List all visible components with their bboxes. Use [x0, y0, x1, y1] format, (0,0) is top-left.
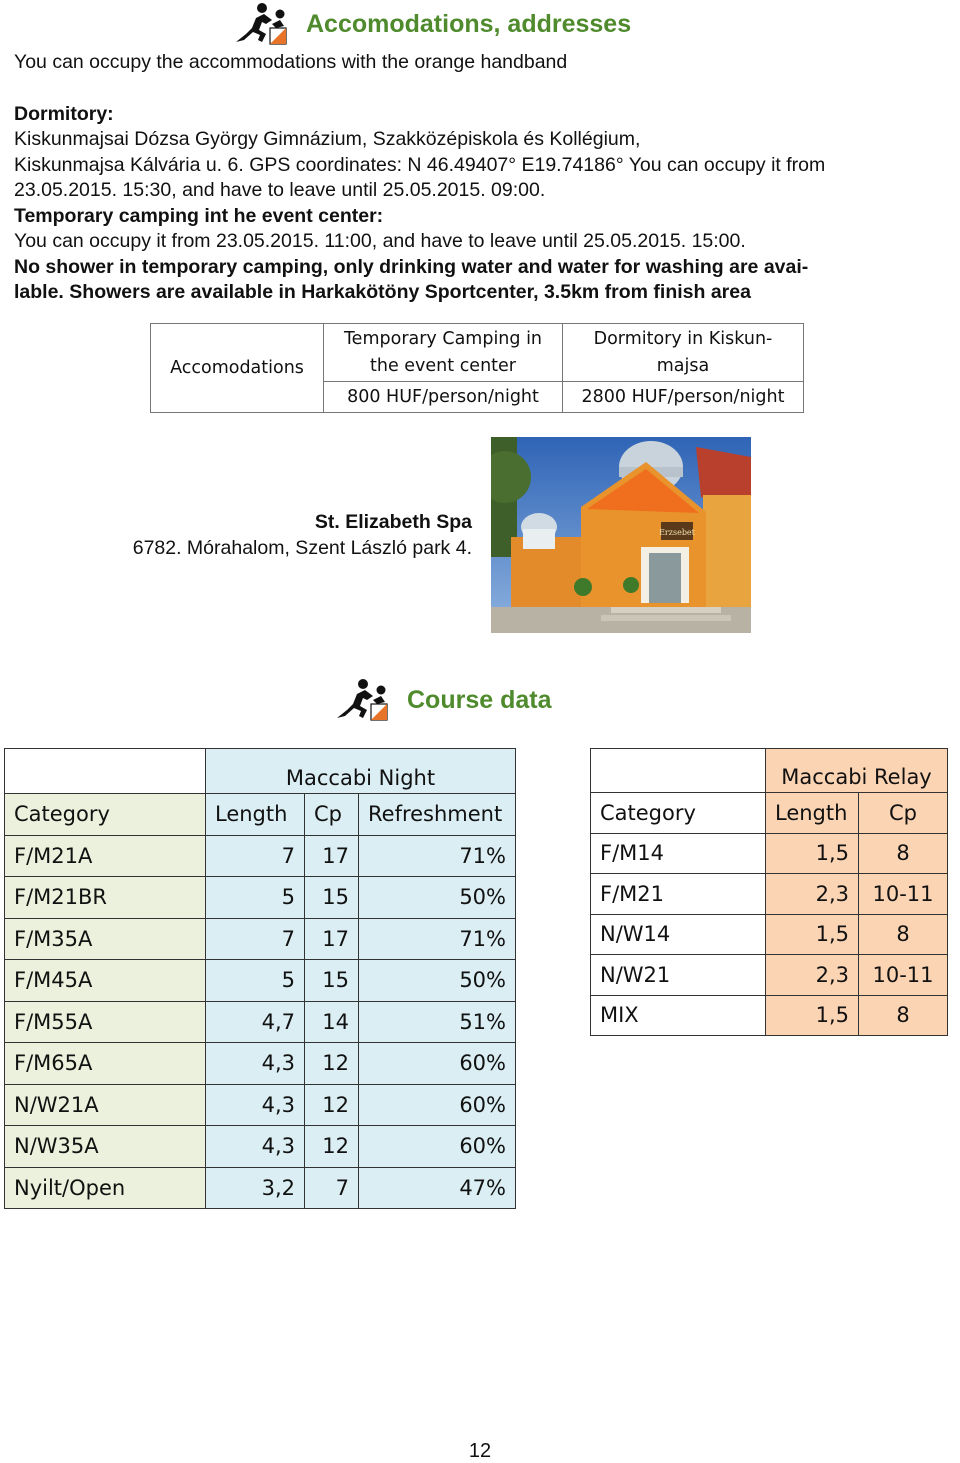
table-cell: 60% [359, 1084, 516, 1126]
table-cell: 15 [305, 960, 359, 1002]
table-row [5, 1167, 516, 1209]
dormitory-line: Kiskunmajsai Dózsa György Gimnázium, Szakközépiskola és Kollégium, [14, 128, 641, 150]
relay-table-body [591, 833, 948, 1036]
orienteering-runner-icon [232, 2, 292, 46]
table-cell: N/W21 [591, 955, 766, 996]
table-cell: F/M35A [5, 918, 206, 960]
table-cell: F/M21 [591, 874, 766, 915]
table-cell: 1,5 [766, 833, 859, 874]
header-line: Temporary Camping in [343, 328, 543, 349]
column-header: Length [206, 794, 305, 836]
table-cell: N/W35A [5, 1126, 206, 1168]
table-cell: 8 [859, 833, 948, 874]
header-line: Dormitory in Kiskun- [593, 328, 773, 349]
camping-header-cell [324, 324, 563, 382]
camping-heading: Temporary camping int he event center: [14, 204, 384, 227]
table-cell: 5 [206, 877, 305, 919]
table-cell: 60% [359, 1043, 516, 1085]
table-cell: F/M45A [5, 960, 206, 1002]
table-row [591, 995, 948, 1036]
table-row [591, 833, 948, 874]
header-line: majsa [656, 355, 710, 376]
accommodation-table [150, 323, 804, 413]
table-cell: 10-11 [859, 955, 948, 996]
page-number: 12 [468, 1440, 492, 1462]
accommodation-row-label: Accomodations [151, 324, 324, 413]
table-row [591, 955, 948, 996]
building-sign-text: Erzsebet [659, 528, 695, 537]
table-cell: F/M55A [5, 1001, 206, 1043]
table-cell: 5 [206, 960, 305, 1002]
intro-text: You can occupy the accommodations with the orange handband [14, 51, 568, 73]
section-title: Accomodations, addresses [306, 9, 632, 38]
empty-corner-cell [5, 749, 206, 794]
dormitory-header-cell [563, 324, 804, 382]
table-cell: 8 [859, 995, 948, 1036]
table-row [5, 918, 516, 960]
maccabi-relay-table [590, 748, 948, 1036]
table-cell: 1,5 [766, 914, 859, 955]
table-row [5, 1126, 516, 1168]
column-header: Refreshment [359, 794, 516, 836]
table-cell: F/M14 [591, 833, 766, 874]
table-cell: 71% [359, 835, 516, 877]
night-table-body [5, 835, 516, 1209]
table-cell: 17 [305, 835, 359, 877]
table-row [5, 877, 516, 919]
column-header: Category [5, 794, 206, 836]
table-cell: 4,3 [206, 1043, 305, 1085]
table-cell: 2,3 [766, 874, 859, 915]
maccabi-night-table [4, 748, 516, 1209]
accommodations-text [14, 50, 949, 306]
table-cell: 7 [305, 1167, 359, 1209]
shower-note: lable. Showers are available in Harkakötöny Sportcenter, 3.5km from finish area [14, 281, 751, 303]
table-cell: 8 [859, 914, 948, 955]
table-cell: F/M21BR [5, 877, 206, 919]
spa-photo [491, 437, 751, 633]
course-data-heading [333, 678, 551, 722]
table-title: Maccabi Night [206, 749, 516, 794]
table-cell: 12 [305, 1084, 359, 1126]
table-cell: 7 [206, 835, 305, 877]
table-cell: 17 [305, 918, 359, 960]
table-row [5, 1001, 516, 1043]
table-cell: F/M21A [5, 835, 206, 877]
camping-line: You can occupy it from 23.05.2015. 11:00, and have to leave until 25.05.2015. 15:00. [14, 230, 746, 252]
table-cell: 4,3 [206, 1126, 305, 1168]
table-row [5, 835, 516, 877]
table-cell: 12 [305, 1126, 359, 1168]
table-cell: 51% [359, 1001, 516, 1043]
spa-address: 6782. Mórahalom, Szent László park 4. [132, 537, 472, 559]
empty-corner-cell [591, 749, 766, 793]
table-cell: 60% [359, 1126, 516, 1168]
column-header: Length [766, 793, 859, 834]
table-cell: 12 [305, 1043, 359, 1085]
table-cell: 3,2 [206, 1167, 305, 1209]
spa-name: St. Elizabeth Spa [314, 511, 472, 533]
table-cell: 4,3 [206, 1084, 305, 1126]
table-title: Maccabi Relay [766, 749, 948, 793]
column-header: Category [591, 793, 766, 834]
table-cell: 4,7 [206, 1001, 305, 1043]
section-title: Course data [407, 685, 552, 714]
header-line: the event center [370, 355, 516, 376]
table-row [5, 1084, 516, 1126]
table-cell: 2,3 [766, 955, 859, 996]
table-cell: N/W21A [5, 1084, 206, 1126]
table-cell: 10-11 [859, 874, 948, 915]
table-row [591, 914, 948, 955]
column-header: Cp [859, 793, 948, 834]
table-cell: Nyilt/Open [5, 1167, 206, 1209]
table-cell: F/M65A [5, 1043, 206, 1085]
table-cell: 50% [359, 877, 516, 919]
dormitory-heading: Dormitory: [14, 102, 114, 125]
table-cell: 71% [359, 918, 516, 960]
table-cell: N/W14 [591, 914, 766, 955]
table-cell: 47% [359, 1167, 516, 1209]
table-cell: 14 [305, 1001, 359, 1043]
column-header: Cp [305, 794, 359, 836]
table-row [5, 960, 516, 1002]
table-cell: 50% [359, 960, 516, 1002]
table-row [591, 874, 948, 915]
orienteering-runner-icon [333, 678, 393, 722]
table-row [5, 1043, 516, 1085]
table-cell: 1,5 [766, 995, 859, 1036]
table-cell: 7 [206, 918, 305, 960]
camping-price: 800 HUF/person/night [324, 382, 563, 413]
dormitory-line: Kiskunmajsa Kálvária u. 6. GPS coordinates: N 46.49407° E19.74186° You can occupy it from [14, 153, 826, 176]
shower-note: No shower in temporary camping, only drinking water and water for washing are avai- [14, 255, 809, 278]
dormitory-price: 2800 HUF/person/night [563, 382, 804, 413]
dormitory-line: 23.05.2015. 15:30, and have to leave until 25.05.2015. 09:00. [14, 179, 546, 201]
table-cell: 15 [305, 877, 359, 919]
table-cell: MIX [591, 995, 766, 1036]
accommodations-heading [232, 2, 631, 46]
